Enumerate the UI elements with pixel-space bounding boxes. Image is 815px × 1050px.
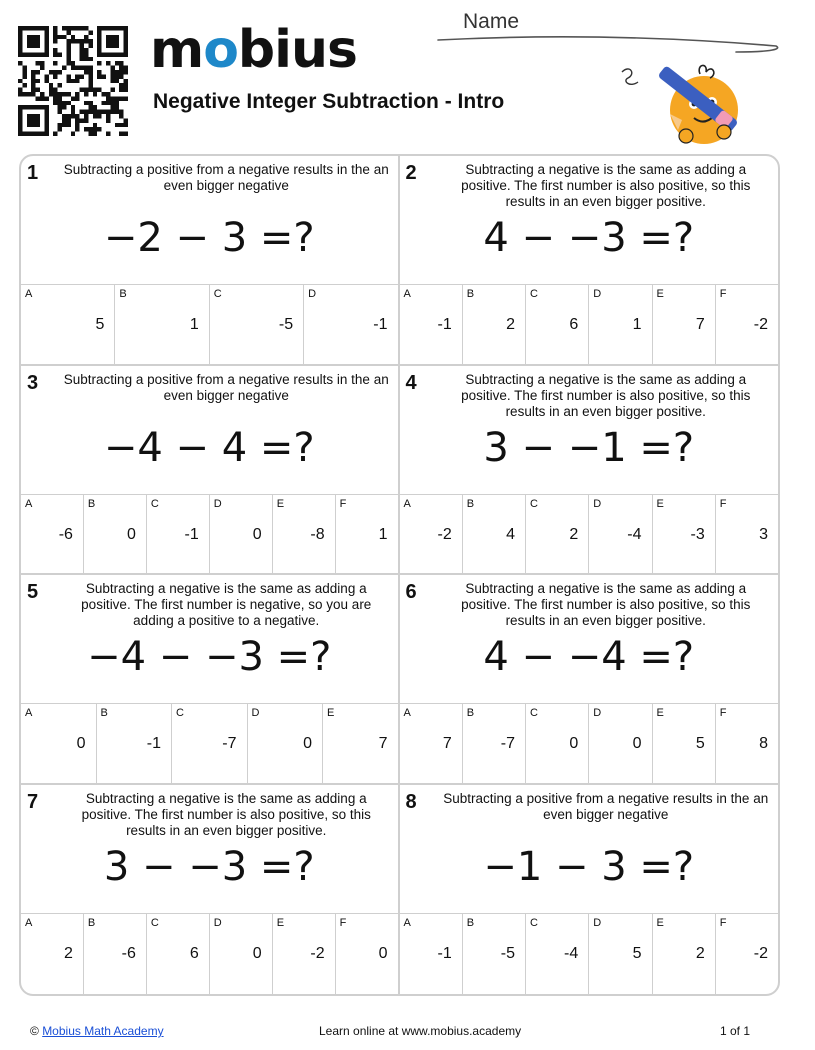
option-value: 5	[632, 944, 642, 962]
option-value: -2	[753, 944, 768, 962]
answer-option[interactable]	[525, 914, 588, 995]
answer-option[interactable]	[21, 285, 114, 364]
option-letter: F	[719, 288, 727, 300]
answer-option[interactable]	[462, 914, 525, 995]
problem-number: 5	[27, 581, 39, 603]
problem-card	[400, 156, 779, 366]
answer-option[interactable]	[525, 704, 588, 783]
option-letter: A	[25, 497, 33, 510]
answer-option[interactable]	[652, 495, 715, 574]
option-letter: F	[339, 916, 347, 929]
answer-option[interactable]	[400, 914, 462, 995]
worksheet-title: Negative Integer Subtraction - Intro	[153, 90, 505, 113]
option-letter: A	[403, 707, 411, 719]
option-value: 3	[759, 525, 768, 543]
answer-option[interactable]	[588, 495, 651, 574]
option-value: 2	[506, 316, 515, 333]
answer-option[interactable]	[588, 704, 651, 783]
answer-option[interactable]	[400, 704, 462, 783]
copyright: © Mobius Math Academy	[30, 1024, 164, 1038]
answer-option[interactable]	[462, 495, 525, 574]
problem-expression: −1 − 3 =?	[483, 843, 695, 890]
answer-option[interactable]	[209, 914, 272, 995]
option-value: -5	[278, 316, 294, 333]
answer-option[interactable]	[652, 704, 715, 783]
option-letter: F	[339, 497, 347, 510]
option-value: 0	[569, 735, 579, 752]
problem-hint: Subtracting a positive from a negative results in the an even bigger negative	[443, 790, 769, 822]
problem-hint: Subtracting a positive from a negative results in the an even bigger negative	[63, 162, 389, 193]
option-value: 2	[64, 944, 73, 962]
problem-expression: 4 − −3 =?	[483, 215, 695, 261]
problem-card	[21, 575, 400, 785]
problem-hint: Subtracting a negative is the same as adding a positive. The first number is also positive, so this results in an even bigger positive.	[461, 162, 751, 209]
name-label: Name	[463, 10, 520, 33]
answer-option[interactable]	[588, 914, 651, 995]
answer-options	[21, 284, 398, 364]
answer-option[interactable]	[335, 495, 398, 574]
answer-option[interactable]	[21, 495, 83, 574]
option-letter: D	[593, 288, 602, 300]
option-value: 0	[126, 525, 136, 543]
option-letter: B	[87, 497, 96, 510]
option-letter: B	[466, 707, 475, 719]
option-value: 4	[506, 525, 515, 543]
option-letter: A	[403, 497, 411, 510]
problem-number: 1	[27, 162, 39, 184]
answer-option[interactable]	[715, 914, 778, 995]
option-value: 6	[569, 316, 579, 333]
answer-option[interactable]	[146, 914, 209, 995]
option-letter: E	[276, 916, 285, 929]
option-letter: D	[213, 497, 222, 510]
answer-options	[21, 703, 398, 783]
option-value: -3	[690, 525, 705, 543]
mascot-pencil-character	[612, 52, 752, 162]
option-value: 5	[695, 735, 705, 752]
answer-option[interactable]	[114, 285, 208, 364]
problem-expression: 3 − −1 =?	[483, 424, 695, 471]
option-letter: E	[656, 916, 664, 929]
option-value: -7	[222, 735, 237, 752]
option-value: 7	[378, 735, 388, 752]
problem-card	[21, 366, 400, 576]
problem-expression: −4 − −3 =?	[87, 634, 332, 680]
answer-option[interactable]	[96, 704, 172, 783]
option-letter: A	[25, 916, 33, 929]
option-letter: D	[593, 707, 602, 719]
answer-option[interactable]	[21, 914, 83, 995]
qr-code	[18, 26, 128, 136]
option-value: -1	[146, 735, 161, 752]
footer	[0, 1024, 815, 1042]
option-letter: F	[719, 497, 727, 510]
answer-options	[400, 913, 779, 995]
option-letter: C	[530, 497, 538, 510]
option-value: -6	[58, 525, 73, 543]
option-letter: C	[530, 707, 538, 719]
answer-options	[21, 494, 398, 574]
answer-option[interactable]	[525, 495, 588, 574]
problem-hint: Subtracting a positive from a negative results in the an even bigger negative	[63, 371, 389, 403]
problem-number: 3	[27, 371, 39, 394]
option-letter: B	[119, 288, 127, 300]
problem-number: 6	[405, 581, 417, 603]
option-letter: A	[25, 288, 33, 300]
problem-hint: Subtracting a negative is the same as adding a positive. The first number is also positive, so this results in an even bigger positive.	[81, 790, 371, 838]
option-letter: F	[719, 916, 727, 929]
option-value: -1	[437, 316, 452, 333]
option-letter: C	[150, 916, 159, 929]
answer-option[interactable]	[83, 495, 146, 574]
problem-expression: 4 − −4 =?	[483, 634, 695, 680]
option-value: 0	[252, 944, 262, 962]
option-value: -1	[373, 316, 388, 333]
mobius-logo: mobius	[150, 20, 357, 80]
option-value: 0	[252, 525, 262, 543]
option-value: 0	[76, 735, 86, 752]
option-letter: C	[530, 288, 538, 300]
answer-option[interactable]	[21, 704, 96, 783]
option-letter: D	[251, 707, 260, 719]
answer-option[interactable]	[303, 285, 397, 364]
problem-card	[400, 366, 779, 576]
option-letter: C	[176, 707, 184, 719]
option-letter: E	[327, 707, 335, 719]
answer-option[interactable]	[588, 285, 651, 364]
answer-option[interactable]	[322, 704, 398, 783]
option-value: 1	[189, 316, 199, 333]
mobius-academy-link[interactable]: Mobius Math Academy	[42, 1024, 164, 1038]
option-letter: B	[466, 916, 475, 929]
answer-option[interactable]	[146, 495, 209, 574]
worksheet-grid	[19, 154, 780, 996]
problem-card	[21, 785, 400, 995]
option-value: 2	[695, 944, 705, 962]
option-value: 0	[303, 735, 312, 752]
option-value: -1	[184, 525, 199, 543]
option-value: -8	[310, 525, 325, 543]
option-letter: D	[593, 497, 602, 510]
answer-options	[21, 913, 398, 995]
option-letter: D	[593, 916, 602, 929]
answer-option[interactable]	[272, 495, 335, 574]
answer-options	[400, 284, 779, 364]
option-letter: A	[403, 916, 411, 929]
option-value: 1	[632, 316, 642, 333]
answer-option[interactable]	[400, 495, 462, 574]
problem-card	[400, 785, 779, 995]
answer-option[interactable]	[171, 704, 247, 783]
option-value: -6	[121, 944, 136, 962]
learn-online-text: Learn online at www.mobius.academy	[319, 1024, 522, 1038]
option-value: 5	[95, 316, 105, 333]
option-letter: D	[308, 288, 317, 300]
answer-option[interactable]	[462, 285, 525, 364]
option-letter: C	[150, 497, 159, 510]
answer-option[interactable]	[525, 285, 588, 364]
problem-card	[21, 156, 400, 366]
option-letter: B	[100, 707, 108, 719]
answer-option[interactable]	[209, 285, 303, 364]
option-value: 6	[189, 944, 199, 962]
option-value: -1	[437, 944, 452, 962]
answer-option[interactable]	[462, 704, 525, 783]
problem-hint: Subtracting a negative is the same as adding a positive. The first number is also positive, so this results in an even bigger positive.	[461, 371, 751, 419]
option-value: 0	[378, 944, 388, 962]
answer-option[interactable]	[272, 914, 335, 995]
problem-number: 2	[405, 162, 417, 184]
option-value: -4	[564, 944, 579, 962]
option-value: 7	[695, 316, 705, 333]
option-letter: A	[403, 288, 411, 300]
answer-option[interactable]	[400, 285, 462, 364]
option-value: 8	[759, 735, 768, 752]
problem-number: 4	[405, 371, 417, 394]
answer-option[interactable]	[652, 285, 715, 364]
option-letter: E	[656, 288, 664, 300]
option-value: 1	[378, 525, 388, 543]
answer-option[interactable]	[652, 914, 715, 995]
option-letter: D	[213, 916, 222, 929]
answer-option[interactable]	[247, 704, 323, 783]
option-letter: C	[213, 288, 222, 300]
option-letter: B	[466, 497, 475, 510]
answer-option[interactable]	[715, 495, 778, 574]
option-letter: E	[656, 707, 664, 719]
problem-number: 7	[27, 790, 39, 813]
page-indicator: 1 of 1	[720, 1024, 751, 1038]
problem-expression: −4 − 4 =?	[103, 424, 315, 471]
option-letter: F	[719, 707, 727, 719]
option-letter: E	[276, 497, 285, 510]
option-letter: E	[656, 497, 664, 510]
problem-expression: −2 − 3 =?	[103, 215, 315, 261]
problem-number: 8	[405, 790, 417, 813]
answer-option[interactable]	[715, 285, 778, 364]
option-letter: C	[530, 916, 538, 929]
option-letter: A	[25, 707, 33, 719]
option-value: 0	[632, 735, 642, 752]
option-value: -4	[627, 525, 642, 543]
option-value: -2	[753, 316, 768, 333]
answer-option[interactable]	[209, 495, 272, 574]
problem-expression: 3 − −3 =?	[103, 843, 315, 890]
answer-options	[400, 494, 779, 574]
option-value: 2	[569, 525, 579, 543]
option-letter: B	[466, 288, 475, 300]
answer-option[interactable]	[335, 914, 398, 995]
option-value: -2	[310, 944, 325, 962]
option-value: -5	[500, 944, 515, 962]
answer-option[interactable]	[715, 704, 778, 783]
answer-options	[400, 703, 779, 783]
answer-option[interactable]	[83, 914, 146, 995]
problem-hint: Subtracting a negative is the same as adding a positive. The first number is negative, so you are adding a positive to a negative.	[81, 581, 372, 628]
option-letter: B	[87, 916, 96, 929]
problem-card	[400, 575, 779, 785]
option-value: -2	[437, 525, 452, 543]
option-value: -7	[500, 735, 515, 752]
problem-hint: Subtracting a negative is the same as adding a positive. The first number is also positive, so this results in an even bigger positive.	[461, 581, 751, 628]
option-value: 7	[442, 735, 452, 752]
